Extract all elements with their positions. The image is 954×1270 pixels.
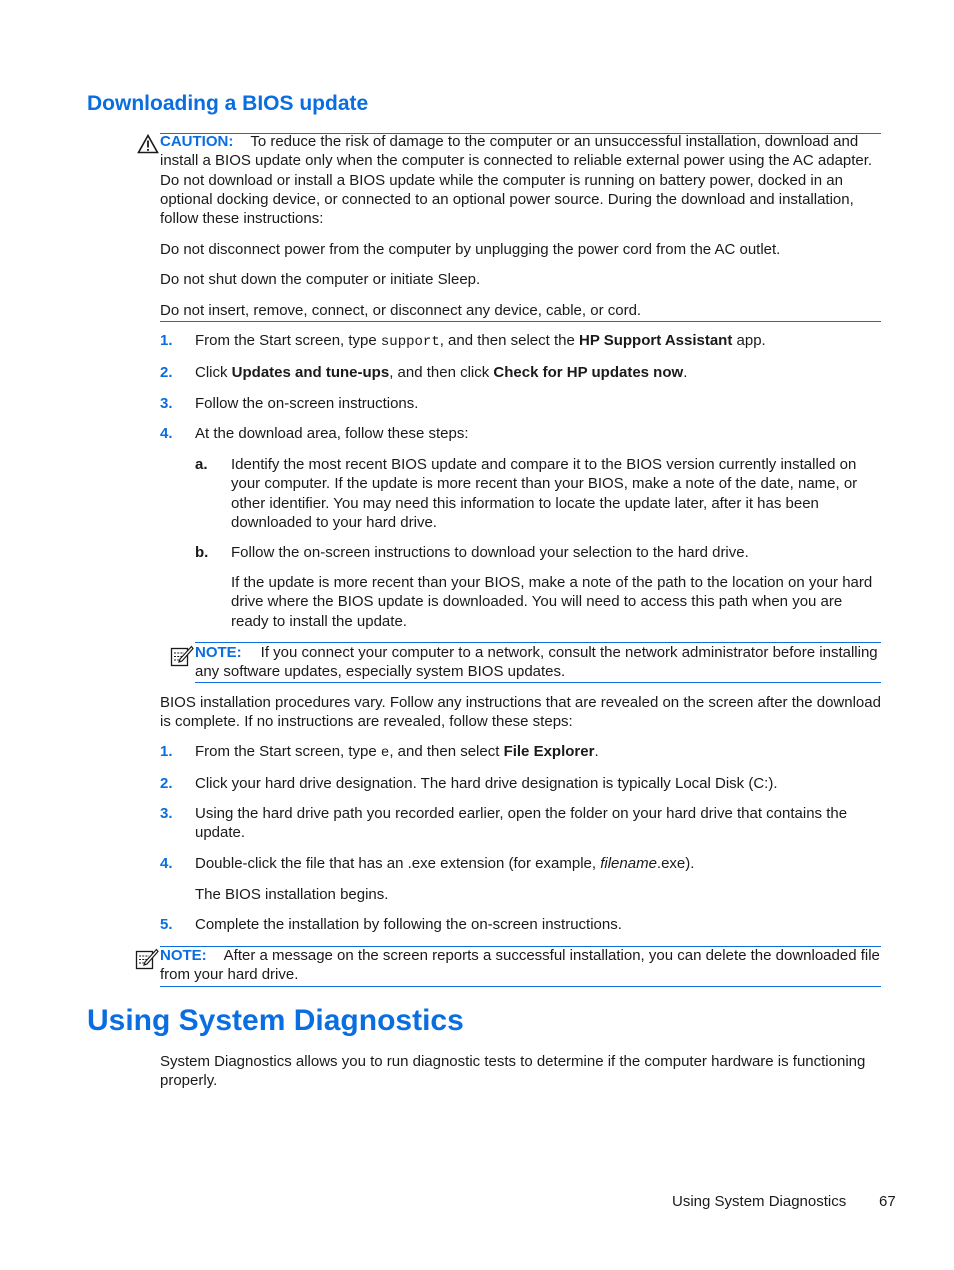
step-number: 3.: [160, 805, 173, 822]
chapter-heading: Using System Diagnostics: [87, 1004, 464, 1037]
note-text: After a message on the screen reports a successful installation, you can delete the downloaded file from your hard drive.: [160, 947, 880, 984]
step-text: app.: [732, 332, 766, 349]
note1-bottom-rule: [195, 682, 881, 683]
menu-option: Check for HP updates now: [493, 364, 684, 381]
step-text: Click: [195, 364, 232, 381]
list-item: Follow the on-screen instructions.: [195, 395, 419, 412]
bios-procedures-paragraph: BIOS installation procedures vary. Follow any instructions that are revealed on the screen after the download is complete. If no instructions are revealed, follow these steps:: [160, 694, 881, 731]
substep-label: b.: [195, 544, 209, 561]
note-label: NOTE:: [160, 947, 207, 964]
substep-text: Identify the most recent BIOS update and compare it to the BIOS version currently installed on your computer. If the update is more recent than your BIOS, make a note of the date, name, or other identifier. You may need this information to locate the update later, after it has been downloaded to your hard drive.: [231, 456, 858, 531]
step-text: , and then select the: [439, 332, 579, 349]
step-text: .: [683, 364, 688, 381]
list-item: [195, 854, 881, 873]
list-item: [195, 331, 881, 352]
step-number: 3.: [160, 395, 173, 412]
note-text: If you connect your computer to a network, consult the network administrator before installing any software updates, especially system BIOS updates.: [195, 644, 878, 681]
section-heading: Downloading a BIOS update: [87, 92, 369, 115]
substep-extra-text: If the update is more recent than your BIOS, make a note of the path to the location on your hard drive where the BIOS update is downloaded. You will need to access this path when you are ready to install the update.: [231, 574, 873, 630]
note2-paragraph: [160, 946, 882, 985]
diagnostics-paragraph: System Diagnostics allows you to run diagnostic tests to determine if the computer hardware is functioning properly.: [160, 1053, 866, 1090]
caution-line-1: Do not disconnect power from the computer by unplugging the power cord from the AC outlet.: [160, 241, 781, 258]
caution-line-3: Do not insert, remove, connect, or disconnect any device, cable, or cord.: [160, 302, 642, 319]
list-item: At the download area, follow these steps:: [195, 425, 469, 442]
list-item: [195, 363, 881, 382]
step-text: From the Start screen, type: [195, 743, 381, 760]
step-text: , and then click: [389, 364, 494, 381]
step-number: 5.: [160, 916, 173, 933]
step-text: Double-click the file that has an .exe extension (for example,: [195, 855, 601, 872]
step-number: 4.: [160, 425, 173, 442]
caution-paragraph: [160, 132, 882, 228]
caution-text: To reduce the risk of damage to the computer or an unsuccessful installation, download and install a BIOS update only when the computer is connected to reliable external power using the AC adapter. Do not download or install a BIOS update while the computer is running on battery power, docked in an optional docking device, or connected to an optional power source. During the download and installation, follow these instructions:: [160, 133, 873, 228]
substep-label: a.: [195, 456, 208, 473]
typed-command: support: [380, 334, 440, 350]
footer-title: Using System Diagnostics: [672, 1193, 847, 1210]
warning-icon: [137, 134, 159, 154]
note2-bottom-rule: [160, 986, 881, 987]
step-text: .exe).: [656, 855, 695, 872]
substep-text: Follow the on-screen instructions to download your selection to the hard drive.: [231, 544, 749, 561]
typed-command: e: [380, 745, 390, 761]
note1-paragraph: [195, 643, 882, 682]
caution-line-2: Do not shut down the computer or initiate Sleep.: [160, 271, 481, 288]
list-item: Click your hard drive designation. The hard drive designation is typically Local Disk (C:).: [195, 775, 778, 792]
caution-bottom-rule: [160, 321, 881, 322]
list-item: [195, 742, 881, 763]
page-number: 67: [879, 1193, 896, 1210]
note-icon: [170, 645, 194, 667]
menu-option: Updates and tune-ups: [231, 364, 390, 381]
step-text: .: [594, 743, 599, 760]
note-icon: [135, 948, 159, 970]
list-item: Using the hard drive path you recorded earlier, open the folder on your hard drive that contains the update.: [195, 805, 848, 842]
note-label: NOTE:: [195, 644, 242, 661]
app-name: File Explorer: [503, 743, 595, 760]
app-name: HP Support Assistant: [578, 332, 733, 349]
step-text: , and then select: [389, 743, 504, 760]
step-text: From the Start screen, type: [195, 332, 381, 349]
step-number: 1.: [160, 743, 173, 760]
step-number: 2.: [160, 364, 173, 381]
step-number: 2.: [160, 775, 173, 792]
step-extra-text: The BIOS installation begins.: [195, 886, 389, 903]
caution-label: CAUTION:: [160, 133, 234, 150]
filename-placeholder: filename: [600, 855, 657, 872]
step-number: 4.: [160, 855, 173, 872]
list-item: Complete the installation by following the on-screen instructions.: [195, 916, 622, 933]
step-number: 1.: [160, 332, 173, 349]
